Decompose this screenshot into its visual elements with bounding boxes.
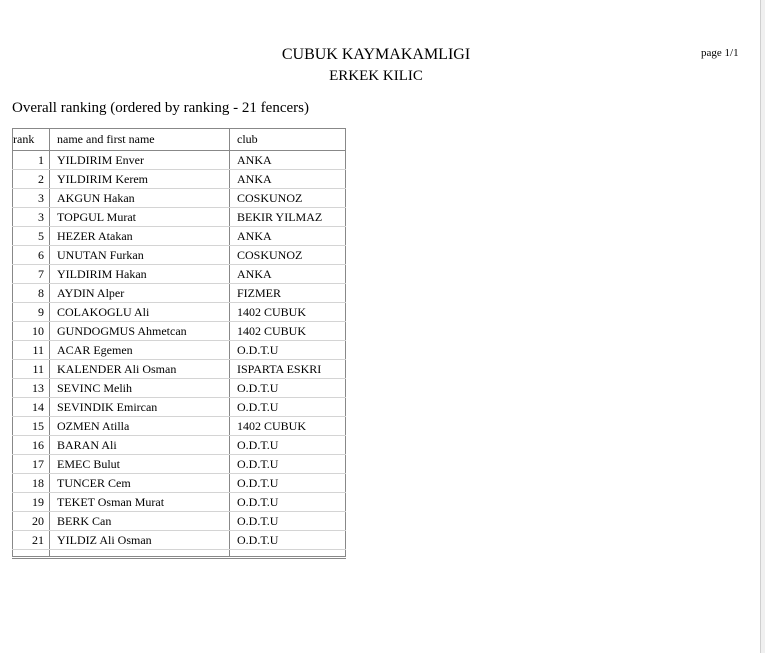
cell-name: YILDIZ Ali Osman	[50, 531, 230, 550]
cell-rank: 21	[13, 531, 50, 550]
cell-club: ANKA	[230, 151, 346, 170]
cell-name: YILDIRIM Kerem	[50, 170, 230, 189]
cell-rank: 17	[13, 455, 50, 474]
cell-rank: 2	[13, 170, 50, 189]
ranking-table	[12, 128, 346, 559]
cell-name: YILDIRIM Hakan	[50, 265, 230, 284]
column-header-club: club	[230, 129, 346, 151]
cell-club: ANKA	[230, 170, 346, 189]
cell-name: OZMEN Atilla	[50, 417, 230, 436]
column-header-rank: rank	[13, 129, 50, 151]
cell-club: ANKA	[230, 227, 346, 246]
table-end-cell	[50, 550, 230, 558]
table-end-row	[13, 550, 346, 558]
cell-club: COSKUNOZ	[230, 189, 346, 208]
table-row	[13, 455, 346, 474]
cell-club: O.D.T.U	[230, 379, 346, 398]
cell-rank: 8	[13, 284, 50, 303]
cell-name: BERK Can	[50, 512, 230, 531]
cell-club: O.D.T.U	[230, 531, 346, 550]
document-subtitle: ERKEK KILIC	[329, 68, 423, 84]
cell-name: SEVINC Melih	[50, 379, 230, 398]
table-row	[13, 246, 346, 265]
cell-name: TEKET Osman Murat	[50, 493, 230, 512]
document-title: CUBUK KAYMAKAMLIGI	[281, 46, 471, 63]
table-row	[13, 531, 346, 550]
table-row	[13, 379, 346, 398]
cell-rank: 6	[13, 246, 50, 265]
table-row	[13, 322, 346, 341]
cell-club: O.D.T.U	[230, 436, 346, 455]
cell-name: AKGUN Hakan	[50, 189, 230, 208]
table-row	[13, 151, 346, 170]
cell-rank: 10	[13, 322, 50, 341]
table-end-cell	[230, 550, 346, 558]
cell-rank: 14	[13, 398, 50, 417]
cell-club: O.D.T.U	[230, 398, 346, 417]
page-edge	[760, 0, 765, 653]
cell-club: 1402 CUBUK	[230, 303, 346, 322]
table-row	[13, 493, 346, 512]
cell-rank: 15	[13, 417, 50, 436]
cell-rank: 5	[13, 227, 50, 246]
table-row	[13, 417, 346, 436]
cell-rank: 18	[13, 474, 50, 493]
cell-rank: 3	[13, 189, 50, 208]
cell-rank: 11	[13, 341, 50, 360]
table-row	[13, 284, 346, 303]
cell-rank: 7	[13, 265, 50, 284]
cell-rank: 16	[13, 436, 50, 455]
column-header-name: name and first name	[50, 129, 230, 151]
cell-rank: 11	[13, 360, 50, 379]
table-row	[13, 208, 346, 227]
cell-name: AYDIN Alper	[50, 284, 230, 303]
cell-club: O.D.T.U	[230, 512, 346, 531]
cell-name: BARAN Ali	[50, 436, 230, 455]
page-number: page 1/1	[701, 47, 739, 59]
table-row	[13, 189, 346, 208]
cell-club: O.D.T.U	[230, 341, 346, 360]
cell-name: ACAR Egemen	[50, 341, 230, 360]
table-row	[13, 398, 346, 417]
table-row	[13, 303, 346, 322]
cell-club: FIZMER	[230, 284, 346, 303]
table-row	[13, 474, 346, 493]
cell-rank: 20	[13, 512, 50, 531]
cell-name: YILDIRIM Enver	[50, 151, 230, 170]
table-row	[13, 512, 346, 531]
cell-name: EMEC Bulut	[50, 455, 230, 474]
table-row	[13, 227, 346, 246]
cell-club: COSKUNOZ	[230, 246, 346, 265]
cell-name: SEVINDIK Emircan	[50, 398, 230, 417]
table-row	[13, 265, 346, 284]
cell-rank: 9	[13, 303, 50, 322]
table-end-cell	[13, 550, 50, 558]
cell-club: O.D.T.U	[230, 493, 346, 512]
cell-club: O.D.T.U	[230, 474, 346, 493]
cell-club: 1402 CUBUK	[230, 322, 346, 341]
cell-rank: 19	[13, 493, 50, 512]
cell-rank: 1	[13, 151, 50, 170]
table-row	[13, 360, 346, 379]
table-header-row	[13, 129, 346, 151]
cell-name: UNUTAN Furkan	[50, 246, 230, 265]
cell-name: HEZER Atakan	[50, 227, 230, 246]
cell-club: ISPARTA ESKRI	[230, 360, 346, 379]
cell-name: GUNDOGMUS Ahmetcan	[50, 322, 230, 341]
cell-rank: 13	[13, 379, 50, 398]
cell-club: BEKIR YILMAZ	[230, 208, 346, 227]
ranking-heading: Overall ranking (ordered by ranking - 21 fencers)	[12, 100, 309, 116]
cell-club: ANKA	[230, 265, 346, 284]
table-row	[13, 341, 346, 360]
cell-club: O.D.T.U	[230, 455, 346, 474]
table-row	[13, 436, 346, 455]
cell-club: 1402 CUBUK	[230, 417, 346, 436]
table-row	[13, 170, 346, 189]
cell-name: COLAKOGLU Ali	[50, 303, 230, 322]
cell-name: TUNCER Cem	[50, 474, 230, 493]
cell-name: TOPGUL Murat	[50, 208, 230, 227]
cell-rank: 3	[13, 208, 50, 227]
cell-name: KALENDER Ali Osman	[50, 360, 230, 379]
